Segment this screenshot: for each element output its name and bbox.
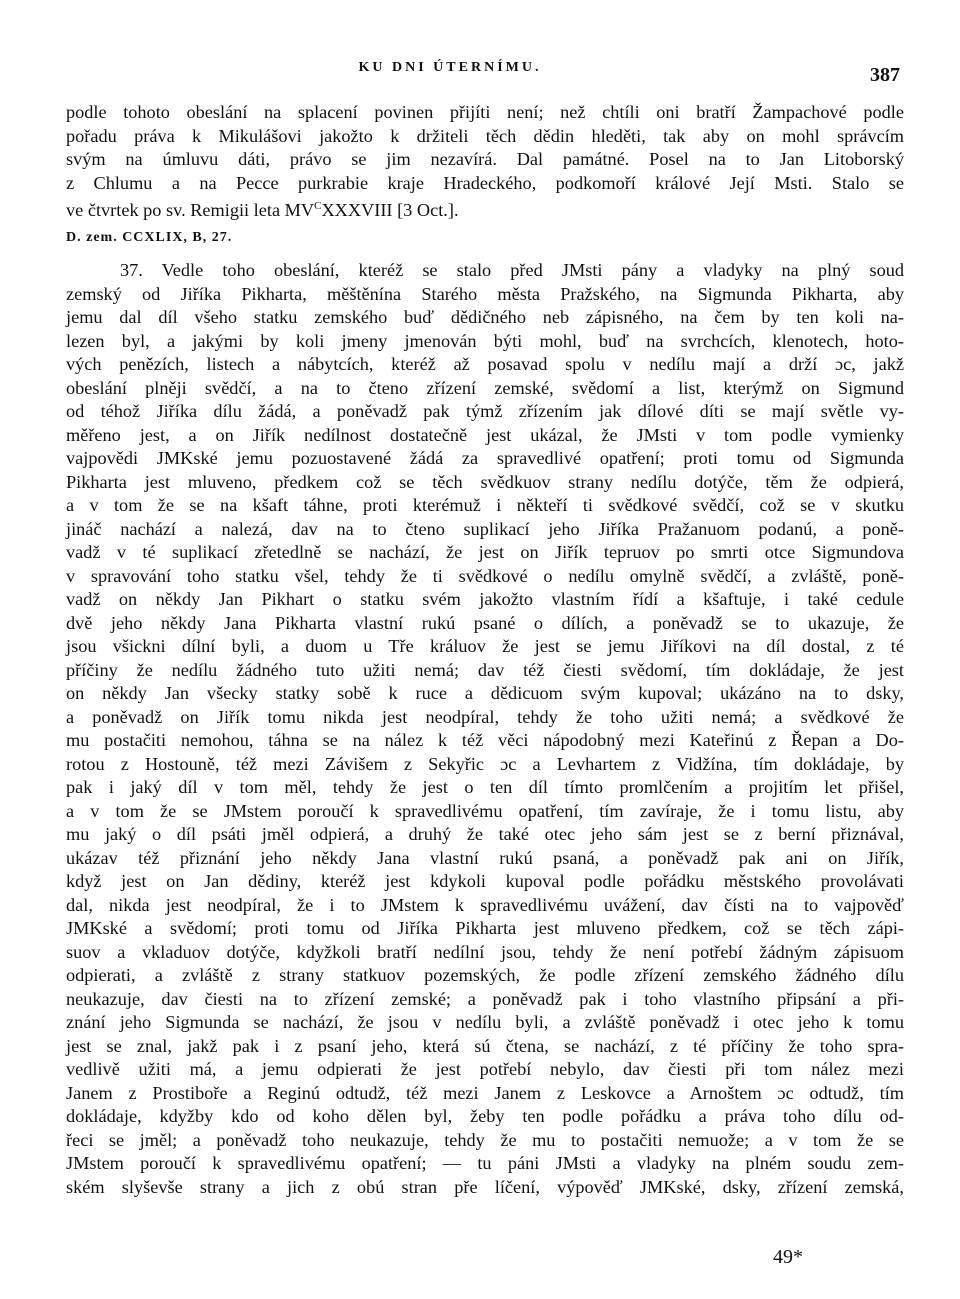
text-line: dal, nikda jest neodpíral, že i to JMstem k spravedlivému uvážení, dav čísti na to vajpověď <box>66 894 904 915</box>
archive-citation: D. zem. CCXLIX, B, 27. <box>66 230 233 245</box>
text-line: měřeno jest, a on Jiřík nedílnost dostatečně jest ukázal, že JMsti v tom podle vymienky <box>66 424 904 445</box>
text-line: dokládaje, kdyžby kdo od koho dělen byl, žeby ten podle pořádku a práva toho dílu od- <box>66 1106 904 1126</box>
text-line: vajpovědi JMKské jemu pozuostavené žádá za spravedlivé opatření; proti tomu od Sigmunda <box>66 448 904 468</box>
entry-36-tail <box>66 101 904 219</box>
text-line: ském slyševše strany a jich z obú stran pře líčení, výpověď JMKské, dsky, zřízení zemská, <box>66 1176 904 1197</box>
text-line: když jest on Jan dědiny, kteréž jest kdykoli kupoval podle pořádku městského provolávati <box>66 871 904 891</box>
text-line: a poněvadž on Jiřík tomu nikda jest neodpíral, tehdy že toho užiti nemá; a svědkové že <box>66 706 904 727</box>
text-line: on někdy Jan všecky statky sobě k ruce a dědicuom svým kupoval; ukázáno na to dsky, <box>66 683 904 703</box>
text-line: Janem z Prostiboře a Reginú odtudž, též mezi Janem z Leskovce a Arnoštem ɔc odtudž, tím <box>66 1082 904 1103</box>
text-line: suov a vkladuov dotýče, kdyžkoli bratří nedílní jsou, tehdy že není potřebí žádným zápisuom <box>66 941 904 962</box>
text-line: od téhož Jiříka dílu žádá, a poněvadž pak týmž zřízením jak dílové díti se mají světle vy- <box>66 401 904 421</box>
text-line: v spravování toho statku všel, tehdy že ti svědkové o nedílu omylně svědčí, a zvláště, poně- <box>66 565 904 586</box>
text-line: mu jaký o díl psáti jměl odpierá, a druhý že také otec jeho sám jest se z berní přiznával, <box>66 824 904 844</box>
text-line: pak i jaký díl v tom měl, tehdy že jest o ten díl tímto promlčením a projitím let přišel, <box>66 777 904 797</box>
text-line: obeslání plněji svědčí, a na to čteno zřízení zemské, svědomí a list, kterýmž on Sigmund <box>66 377 904 398</box>
text-line: neukazuje, dav čiesti na to zřízení zemské; a poněvadž pak i toho vlastního připsání a při- <box>66 988 904 1009</box>
text-line: z Chlumu a na Pecce purkrabie kraje Hradeckého, podkomoří králové Její Msti. Stalo se <box>66 172 904 193</box>
text-line: řeci se jměl; a poněvadž toho neukazuje, tehdy že mu to postačiti nemuože; a v tom že se <box>66 1129 904 1150</box>
text-line: a v tom že se na kšaft táhne, proti kterémuž i někteří ti svědkové svědčí, což se v skutku <box>66 495 904 515</box>
text-line: jemu dal díl všeho statku zemského buď dědičného neb zápisného, na čem by ten koli na- <box>66 307 904 327</box>
superscript-c: C <box>314 200 322 212</box>
entry-37-first-line: 37. Vedle toho obeslání, kteréž se stalo před JMsti pány a vladyky na plný soud <box>120 260 904 280</box>
page-number: 387 <box>870 64 900 86</box>
text-line: lezen byl, a jakými by koli jmeny jmenován býti mohl, buď na svrchcích, klenotech, hoto- <box>66 330 904 351</box>
text-line: JMstem poroučí k spravedlivému opatření; — tu páni JMsti a vladyky na plném soudu zem- <box>66 1153 904 1173</box>
text-line: zemský od Jiříka Pikharta, měštěnína Starého města Pražského, na Sigmunda Pikharta, aby <box>66 283 904 304</box>
text-line: vedlivě užiti má, a jemu odpierati že jest potřebí nebylo, dav čiesti při tom nález mezi <box>66 1059 904 1079</box>
text-line: ukázav též přiznání jeho někdy Jana vlastní rukú psaná, a poněvadž pak ani on Jiřík, <box>66 847 904 868</box>
text-line: znání jeho Sigmunda se nachází, že jsou v nedílu byli, a zvláště poněvadž i otec jeho k tomu <box>66 1012 904 1032</box>
entry-37 <box>66 259 904 1199</box>
signature-mark: 49* <box>773 1246 803 1268</box>
text-line: jsou všickni dílní byli, a duom u Tře králuov že jest se jemu Jiříkovi na díl dostal, z té <box>66 636 904 656</box>
text-line: odpierati, a zvláště z strany statkuov pozemských, že podle zřízení zemského žádného dílu <box>66 965 904 985</box>
text-line: dvě jeho někdy Jana Pikharta vlastní rukú psané o dílích, a poněvadž se to ukazuje, že <box>66 612 904 633</box>
text-line: vadž on někdy Jan Pikhart o statku svém jakožto vlastním řídí a kšaftuje, i také cedule <box>66 589 904 609</box>
running-title: KU DNI ÚTERNÍMU. <box>358 60 542 75</box>
text-line: mu postačiti nemohou, táhna se na nález k též věci nápodobný mezi Kateřinú z Řepan a Do- <box>66 730 904 750</box>
text-line: jináč nachází a nalezá, dav na to čteno suplikací jeho Jiříka Pražanuom podanú, a poně- <box>66 518 904 539</box>
text-line: rotou z Hostouně, též mezi Závišem z Sekyřic ɔc a Levhartem z Vidžína, tím dokládaje, by <box>66 753 904 774</box>
text-line: vých penězích, listech a nábytcích, kteréž až posavad spolu v nedílu mají a drží ɔc, jakž <box>66 354 904 374</box>
text-line: JMKské a svědomí; proti tomu od Jiříka Pikharta jest mluveno předkem, což se těch zápi- <box>66 918 904 938</box>
text-line: vadž v té suplikací zřetedlně se nachází, že jest on Jiřík tepruov po smrti otce Sigmundova <box>66 542 904 562</box>
text-line: jest se znal, jakž pak i z psaní jeho, která sú čtena, se nachází, z té příčiny že toho spra- <box>66 1035 904 1056</box>
text-line: příčiny že nedílu žádného tuto užiti nemá; dav též čiesti svědomí, tím dokládaje, že jest <box>66 659 904 680</box>
text-line: Pikharta jest mluveno, předkem což se těch svědkuov strany nedílu dotýče, těm že odpierá, <box>66 471 904 492</box>
text-line: a v tom že se JMstem poroučí k spravedlivému opatření, tím zavíraje, že i tomu listu, aby <box>66 800 904 821</box>
text-line: svým na úmluvu dáti, právo se jim nezavírá. Dal památné. Posel na to Jan Litoborský <box>66 149 904 169</box>
text-line: ve čtvrtek po sv. Remigii leta $MV^CXXXVIII$ [3 Oct.]. <box>66 200 459 221</box>
text-line: podle tohoto obeslání na splacení povinen přijíti není; než chtíli oni bratří Žampachové podle <box>66 102 904 122</box>
text-line: pořadu práva k Mikulášovi jakožto k držiteli těch dědin hleděti, tak aby on mohl správcím <box>66 125 904 146</box>
